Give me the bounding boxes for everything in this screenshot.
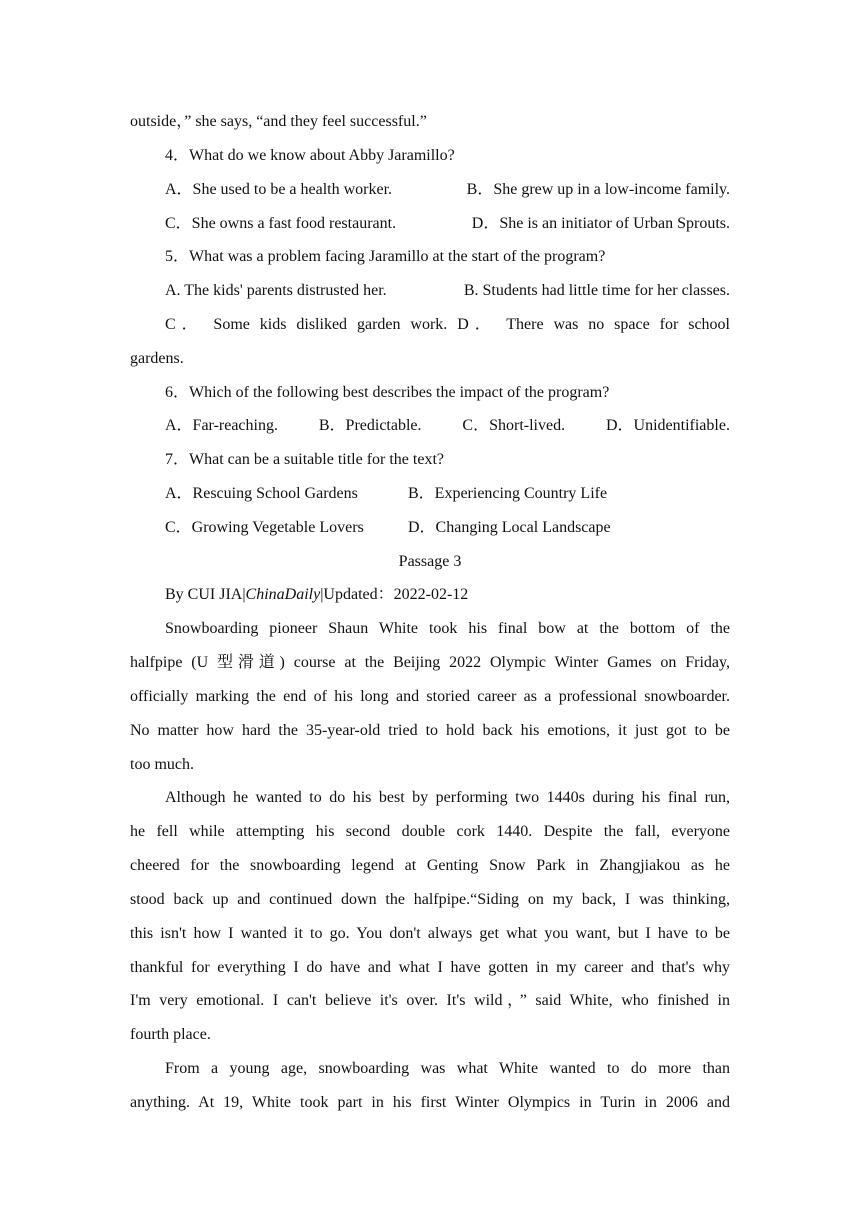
paragraph-line: stood back up and continued down the halfpipe.“Siding on my back, I was thinking, — [130, 891, 730, 908]
passage-heading: Passage 3 — [398, 553, 462, 570]
option-a: A．Rescuing School Gardens — [165, 485, 358, 502]
question-5-options-cd: C． Some kids disliked garden work. D． There was no space for school — [165, 316, 730, 333]
option-d: D．Unidentifiable. — [605, 417, 730, 434]
paragraph-line: too much. — [130, 756, 194, 773]
question-6-options — [165, 415, 730, 437]
option-a: A．She used to be a health worker. — [165, 181, 393, 198]
question-4-options-ab — [165, 179, 730, 201]
option-a: A．Far-reaching. — [165, 417, 278, 434]
paragraph-line: anything. At 19, White took part in his first Winter Olympics in Turin in 2006 and — [130, 1094, 730, 1111]
byline — [165, 584, 730, 606]
paragraph-line: Although he wanted to do his best by performing two 1440s during his final run, — [165, 789, 730, 806]
paragraph-line: No matter how hard the 35-year-old tried to hold back his emotions, it just got to be — [130, 722, 730, 739]
option-c: C．She owns a fast food restaurant. — [165, 215, 397, 232]
option-d: D．She is an initiator of Urban Sprouts. — [471, 215, 730, 232]
byline-date: |Updated：2022-02-12 — [320, 586, 469, 603]
paragraph-line: I'm very emotional. I can't believe it's over. It's wild，” said White, who finished in — [130, 992, 730, 1009]
question-4-options-cd — [165, 213, 730, 235]
question-4: 4．What do we know about Abby Jaramillo? — [165, 147, 455, 164]
question-5: 5．What was a problem facing Jaramillo at the start of the program? — [165, 248, 606, 265]
byline-author: By CUI JIA| — [165, 586, 246, 603]
option-c: C．Growing Vegetable Lovers — [165, 519, 364, 536]
text-line: outside，” she says, “and they feel successful.” — [130, 113, 427, 130]
paragraph-line: thankful for everything I do have and what I have gotten in my career and that's why — [130, 959, 730, 976]
option-b: B．She grew up in a low-income family. — [466, 181, 730, 198]
option-b: B．Experiencing Country Life — [408, 485, 608, 502]
option-b: B. Students had little time for her classes. — [463, 282, 730, 299]
question-7: 7．What can be a suitable title for the text? — [165, 451, 445, 468]
paragraph-line: this isn't how I wanted it to go. You don't always get what you want, but I have to be — [130, 925, 730, 942]
paragraph-line: fourth place. — [130, 1026, 211, 1043]
paragraph-line: halfpipe (U 型滑道) course at the Beijing 2022 Olympic Winter Games on Friday, — [130, 654, 730, 671]
paragraph-line: officially marking the end of his long and storied career as a professional snowboarder. — [130, 688, 730, 705]
option-a: A. The kids' parents distrusted her. — [165, 282, 387, 299]
paragraph-line: From a young age, snowboarding was what White wanted to do more than — [165, 1060, 730, 1077]
question-6: 6．Which of the following best describes the impact of the program? — [165, 384, 610, 401]
option-c: C．Short-lived. — [462, 417, 566, 434]
question-5-options-cd-cont: gardens. — [130, 350, 184, 367]
option-d: D．Changing Local Landscape — [408, 519, 611, 536]
paragraph-line: he fell while attempting his second double cork 1440. Despite the fall, everyone — [130, 823, 730, 840]
paragraph-line: Snowboarding pioneer Shaun White took his final bow at the bottom of the — [165, 620, 730, 637]
byline-source: ChinaDaily — [245, 586, 321, 603]
option-b: B．Predictable. — [318, 417, 422, 434]
question-5-options-ab — [165, 280, 730, 302]
question-7-options-cd — [165, 517, 730, 539]
paragraph-line: cheered for the snowboarding legend at Genting Snow Park in Zhangjiakou as he — [130, 857, 730, 874]
question-7-options-ab — [165, 483, 730, 505]
